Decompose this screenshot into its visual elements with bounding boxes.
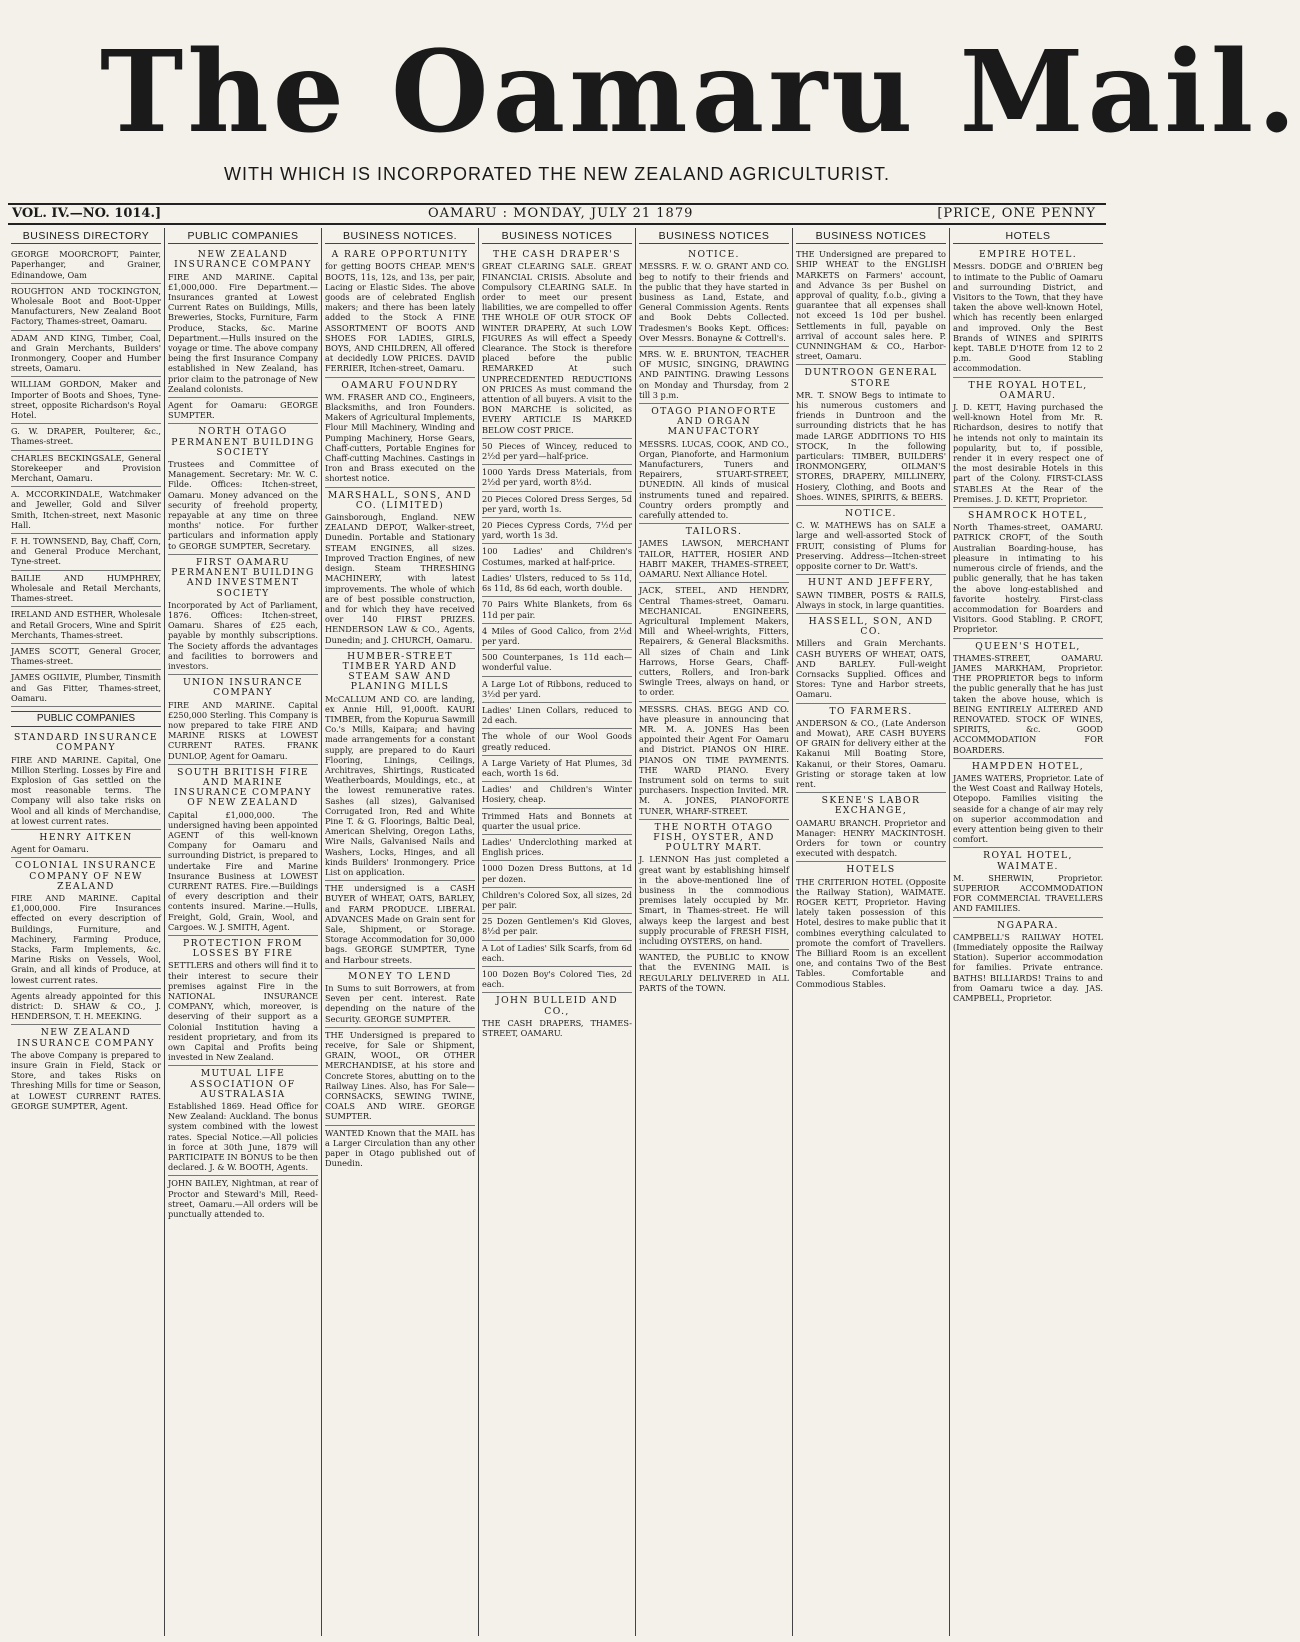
ad-title: EMPIRE HOTEL. [978, 249, 1078, 261]
advertisement [325, 488, 475, 649]
ad-body: In Sums to suit Borrowers, at from Seven per cent. interest. Rate depending on the nature of the Security. GEORGE SUMPTER. [325, 983, 475, 1024]
newspaper-subtitle: WITH WHICH IS INCORPORATED THE NEW ZEALAND AGRICULTURIST. [223, 164, 891, 184]
ad-body: MRS. W. E. BRUNTON, TEACHER OF MUSIC, SINGING, DRAWING AND PAINTING. Drawing Lessons on Monday and Thursday, from 2 till 3 p.m. [639, 349, 789, 400]
ad-body: JACK, STEEL, AND HENDRY, Central Thames-street, Oamaru. MECHANICAL ENGINEERS, Agricultural Implement Makers, Mill and Wheel-wrights, Fitters, Repairers, & General Blacksmiths. All sizes of Chain and Link Harrows, Horse Gears, Chaff-cutters, Rollers, and Iron-bark Swingle Trees, always on hand, or to order. [639, 585, 789, 698]
advertisement [482, 941, 632, 967]
ad-body: 100 Ladies' and Children's Costumes, marked at half-price. [482, 546, 632, 567]
advertisement [639, 583, 789, 701]
advertisement [953, 848, 1103, 917]
advertisement [168, 936, 318, 1066]
advertisement [482, 247, 632, 439]
ad-body: Trimmed Hats and Bonnets at quarter the usual price. [482, 810, 632, 831]
ad-body: FIRE AND MARINE. Capital, One Million Sterling. Losses by Fire and Explosion of Gas settled on the most reasonable terms. The Company will also take risks on Wool and all kinds of Merchandise, at lowest current rates. [11, 754, 161, 826]
advertisement [168, 247, 318, 398]
ad-body: JOHN BAILEY, Nightman, at rear of Proctor and Steward's Mill, Reed-street, Oamaru.—All orders will be punctually attended to. [168, 1178, 318, 1220]
ad-body: 100 Dozen Boy's Colored Ties, 2d each. [482, 968, 632, 990]
ad-title: NORTH OTAGO PERMANENT BUILDING SOCIETY [171, 426, 315, 458]
ad-body: JAMES OGILVIE, Plumber, Tinsmith and Gas Fitter, Thames-street, Oamaru. [11, 672, 161, 703]
column-heading: BUSINESS NOTICES [482, 228, 632, 244]
advertisement [482, 914, 632, 940]
masthead [0, 0, 1300, 165]
column-heading: BUSINESS NOTICES [796, 228, 946, 244]
advertisement [796, 365, 946, 506]
advertisement [953, 918, 1103, 1007]
advertisement [639, 347, 789, 404]
ad-body: MESSRS. CHAS. BEGG AND CO. have pleasure in announcing that MR. M. A. JONES Has been appointed their Agent For Oamaru and District. PIANOS ON HIRE. PIANOS ON TIME PAYMENTS. THE WARD PIANO. Every Instrument sold on terms to suit purchasers. Inspection Invited. MR. M. A. JONES, PIANOFORTE TUNER, WHARF-STREET. [639, 703, 789, 816]
ad-title: DUNTROON GENERAL STORE [804, 367, 938, 389]
column-heading: BUSINESS NOTICES. [325, 228, 475, 244]
ad-body: J. D. KETT, Having purchased the well-known Hotel from Mr. R. Richardson, desires to notify that he intends not only to maintain its popularity, but to, if possible, render it in every respect one of the most desirable Hotels in this part of the Colony. FIRST-CLASS STABLES At the Rear of the Premises. J. D. KETT, Proprietor. [953, 402, 1103, 504]
ad-body: ROUGHTON AND TOCKINGTON, Wholesale Boot and Boot-Upper Manufacturers, New Zealand Boot Factory, Thames-street, Oamaru. [11, 285, 161, 327]
ad-body: THE undersigned is a CASH BUYER of WHEAT, OATS, BARLEY, and FARM PRODUCE. LIBERAL ADVANCES Made on Grain sent for Sale, Shipment, or Storage. Storage Accommodation for 30,000 bags. GEORGE SUMPTER, Tyne and Harbour streets. [325, 883, 475, 965]
ad-title: TAILORS. [685, 526, 743, 538]
advertisement [11, 730, 161, 830]
ad-body: JAMES WATERS, Proprietor. Late of the West Coast and Railway Hotels, Otepopo. Families visiting the seaside for a change of air may rely on superior accommodation and every attention being given to their comfort. [953, 772, 1103, 845]
advertisement [11, 247, 161, 284]
advertisement [796, 793, 946, 862]
ad-body: McCALLUM AND CO. are landing, ex Annie Hill, 91,000ft. KAURI TIMBER, from the Kopurua Sawmill Co.'s Mills, Kaipara; and having made arrangements for a constant supply, are prepared to do Kauri Flooring, Linings, Ceilings, Architraves, Shirtings, Rusticated Weatherboards, Mouldings, etc., at the lowest remunerative rates. Sashes (all sizes), Galvanised Corrugated Iron, Red and White Pine T. & G. Floorings, Baltic Deal, American Shelving, Oregon Laths, Wire Nails, Galvanised Nails and Washers, Locks, Hinges, and all kinds Builders' Ironmongery. Price List on application. [325, 693, 475, 877]
advertisement [482, 597, 632, 623]
advertisement [11, 451, 161, 488]
ad-body: Established 1869. Head Office for New Zealand: Auckland. The bonus system combined with the lowest rates. Special Notice.—All policies in force at 30th June, 1879 will PARTICIPATE IN BONUS to be then declared. J. & W. BOOTH, Agents. [168, 1101, 318, 1173]
ad-title: NGAPARA. [997, 919, 1059, 931]
ad-title: NEW ZEALAND INSURANCE COMPANY [174, 249, 312, 271]
ad-title: OTAGO PIANOFORTE AND ORGAN MANUFACTORY [651, 406, 777, 438]
ad-body: Gainsborough, England. NEW ZEALAND DEPOT, Walker-street, Dunedin. Portable and Stationary STEAM ENGINES, all sizes. Improved Traction Engines, of new design. Steam THRESHING MACHINERY, with latest improvements. The whole of which are of best possible construction, and for which they have received over 140 FIRST PRIZES. HENDERSON LAW & CO., Agents, Dunedin; and J. CHURCH, Oamaru. [325, 512, 475, 645]
advertisement [482, 782, 632, 808]
advertisement [168, 555, 318, 675]
ad-title: COLONIAL INSURANCE COMPANY OF NEW ZEALAND [15, 860, 157, 892]
advertisement [796, 247, 946, 365]
column-2 [164, 228, 321, 1636]
ad-body: 4 Miles of Good Calico, from 2½d per yard. [482, 625, 632, 646]
ad-body: Children's Colored Sox, all sizes, 2d per pair. [482, 889, 632, 910]
ad-title: HUNT AND JEFFERY, [808, 577, 934, 589]
advertisement [11, 377, 161, 424]
advertisement [11, 989, 161, 1026]
ad-title: A RARE OPPORTUNITY [331, 249, 469, 261]
ad-body: BAILIE AND HUMPHREY, Wholesale and Retail Merchants, Thames-street. [11, 572, 161, 604]
advertisement [953, 378, 1103, 508]
advertisement [639, 524, 789, 583]
ad-body: WANTED, the PUBLIC to KNOW that the EVENING MAIL is REGULARLY DELIVERED in ALL PARTS of the TOWN. [639, 952, 789, 993]
advertisement [482, 888, 632, 914]
ad-body: Capital £1,000,000. The undersigned having been appointed AGENT of this well-known Company for Oamaru and surrounding District, is prepared to undertake Fire and Marine Insurance Business at LOWEST CURRENT RATES. Fire.—Buildings of every description and their contents insured. Marine.—Hulls, Freight, Gold, Grain, Wool, and Cargoes. W. J. SMITH, Agent. [168, 809, 318, 932]
ad-title: MUTUAL LIFE ASSOCIATION OF AUSTRALASIA [190, 1068, 296, 1100]
ad-title: HAMPDEN HOTEL, [971, 760, 1085, 772]
ad-body: THE CRITERION HOTEL (Opposite the Railway Station), WAIMATE. ROGER KETT, Proprietor. Having lately taken possession of this Hotel, desires to make public that it combines everything calculated to promote the comfort of Travellers. The Billiard Room is an excellent one, and contains Two of the Best Tables. Comfortable and Commodious Stables. [796, 876, 946, 989]
column-heading: BUSINESS NOTICES [639, 228, 789, 244]
ad-title: THE ROYAL HOTEL, OAMARU. [968, 379, 1088, 401]
ad-body: FIRE AND MARINE. Capital £1,000,000. Fire Department.—Insurances granted at Lowest Current Rates on Buildings, Mills, Breweries, Stocks, Furniture, Farm Produce, Stacks, &c. Marine Department.—Hulls insured on the voyage or time. The above company being the first Insurance Company established in New Zealand, has prior claim to the patronage of New Zealand colonists. [168, 271, 318, 394]
ad-title: THE CASH DRAPER'S [492, 249, 621, 261]
ad-title: QUEEN'S HOTEL, [975, 640, 1081, 652]
advertisement [482, 518, 632, 544]
advertisement [325, 969, 475, 1028]
advertisement [482, 756, 632, 782]
ad-title: HUMBER-STREET TIMBER YARD AND STEAM SAW AND PLANING MILLS [342, 650, 458, 693]
advertisement [482, 835, 632, 861]
advertisement [325, 1028, 475, 1126]
advertisement [11, 1025, 161, 1114]
ad-body: Ladies' Linen Collars, reduced to 2d each. [482, 704, 632, 726]
advertisement [953, 508, 1103, 638]
advertisement [325, 649, 475, 881]
advertisement [11, 331, 161, 378]
advertisement [953, 759, 1103, 849]
ad-body: G. W. DRAPER, Poulterer, &c., Thames-street. [11, 426, 161, 447]
ad-body: FIRE AND MARINE. Capital £250,000 Sterling. This Company is now prepared to take FIRE AND MARINE RISKS at LOWEST CURRENT RATES. FRANK DUNLOP, Agent for Oamaru. [168, 699, 318, 761]
advertisement [953, 247, 1103, 377]
advertisement [639, 247, 789, 347]
ad-body: A. MCCORKINDALE, Watchmaker and Jeweller, Gold and Silver Smith, Itchen-street, next Masonic Hall. [11, 489, 161, 530]
ad-body: Millers and Grain Merchants. CASH BUYERS OF WHEAT, OATS, AND BARLEY. Full-weight Cornsacks Supplied. Offices and Stores: Tyne and Harbor streets, Oamaru. [796, 638, 946, 700]
column-4 [478, 228, 635, 1636]
advertisement [11, 644, 161, 670]
ad-body: 25 Dozen Gentlemen's Kid Gloves, 8½d per pair. [482, 916, 632, 937]
advertisement [482, 624, 632, 650]
ad-title: MARSHALL, SONS, AND CO. (LIMITED) [327, 489, 473, 511]
advertisement [482, 703, 632, 729]
advertisement [168, 398, 318, 424]
ad-title: NOTICE. [688, 249, 740, 261]
ad-body: 50 Pieces of Wincey, reduced to 2½d per yard—half-price. [482, 440, 632, 462]
ad-body: 20 Pieces Cypress Cords, 7½d per yard, worth 1s 3d. [482, 520, 632, 541]
advertisement [796, 614, 946, 704]
ad-title: UNION INSURANCE COMPANY [183, 677, 303, 699]
ad-body: OAMARU BRANCH. Proprietor and Manager: HENRY MACKINTOSH. Orders for town or country executed with despatch. [796, 817, 946, 859]
ad-body: A Large Lot of Ribbons, reduced to 3½d per yard. [482, 678, 632, 699]
ad-body: CHARLES BECKINGSALE, General Storekeeper and Provision Merchant, Oamaru. [11, 452, 161, 484]
ad-body: J. LENNON Has just completed a great want by establishing himself in the above-mentioned line of business in the commodious premises lately occupied by Mr. Smart, in Thames-street. He will always keep the largest and best supply procurable of FRESH FISH, including OYSTERS, on hand. [639, 854, 789, 946]
ad-body: MESSRS. LUCAS, COOK, AND CO., Organ, Pianoforte, and Harmonium Manufacturers, Tuners and Repairers, STUART-STREET, DUNEDIN. All kinds of musical instruments tuned and repaired. Country orders promptly and carefully attended to. [639, 438, 789, 521]
ad-body: ADAM AND KING, Timber, Coal, and Grain Merchants, Builders' Ironmongery, Cooper and Humber streets, Oamaru. [11, 332, 161, 374]
ad-body: Agents already appointed for this district: D. SHAW & CO., J. HENDERSON, T. H. MEEKING. [11, 990, 161, 1022]
ad-body: IRELAND AND ESTHER, Wholesale and Retail Grocers, Wine and Spirit Merchants, Thames-street. [11, 609, 161, 640]
advertisement [639, 950, 789, 996]
advertisement [953, 639, 1103, 759]
ad-title: FIRST OAMARU PERMANENT BUILDING AND INVESTMENT SOCIETY [171, 556, 315, 599]
ad-title: THE NORTH OTAGO FISH, OYSTER, AND POULTRY MART. [653, 821, 775, 854]
ad-body: SAWN TIMBER, POSTS & RAILS, Always in stock, in large quantities. [796, 589, 946, 610]
ad-body: C. W. MATHEWS has on SALE a large and well-assorted Stock of FRUIT, consisting of Plums for Preserving. Address—Itchen-street opposite corner to Dr. Watt's. [796, 520, 946, 572]
advertisement [168, 675, 318, 765]
issue-price: [PRICE, ONE PENNY [937, 206, 1096, 221]
ad-body: ANDERSON & CO., (Late Anderson and Mowat), ARE CASH BUYERS OF GRAIN for delivery either at the Kakanui Mill Boating Store, Kakanui, or their Stores, Oamaru. Gristing or storage taken at low rent. [796, 717, 946, 789]
ad-title: SKENE'S LABOR EXCHANGE, [821, 795, 921, 817]
ad-title: SOUTH BRITISH FIRE AND MARINE INSURANCE COMPANY OF NEW ZEALAND [174, 766, 312, 809]
ad-body: Trustees and Committee of Management. Secretary: Mr. W. C. Filde. Offices: Itchen-street, Oamaru. Money advanced on the security of freehold property, repayable at any time on three months' notice. For further particulars and information apply to GEORGE SUMPTER, Secretary. [168, 459, 318, 551]
ad-body: M. SHERWIN, Proprietor. SUPERIOR ACCOMMODATION FOR COMMERCIAL TRAVELLERS AND FAMILIES. [953, 872, 1103, 914]
ad-body: GREAT CLEARING SALE. GREAT FINANCIAL CRISIS. Absolute and Compulsory CLEARING SALE. In order to meet our present liabilities, we are compelled to offer THE WHOLE OF OUR STOCK OF WINTER DRAPERY, At such LOW FIGURES As will effect a Speedy Clearance. The Stock is therefore placed before the public REMARKED At such UNPRECEDENTED REDUCTIONS ON PRICES As must command the attention of all buyers. A visit to the BON MARCHE is solicited, as EVERY ARTICLE IS MARKED BELOW COST PRICE. [482, 261, 632, 435]
column-7 [949, 228, 1106, 1636]
ad-body: THAMES-STREET, OAMARU. JAMES MARKHAM, Proprietor. THE PROPRIETOR begs to inform the public generally that he has just taken the above house, which is BEING ENTIRELY ALTERED AND RENOVATED. STOCK OF WINES, SPIRITS, &c. GOOD ACCOMMODATION FOR BOARDERS. [953, 652, 1103, 755]
volume-number: VOL. IV.—NO. 1014.] [12, 206, 162, 221]
dateline [8, 203, 1106, 225]
ad-body: 1000 Dozen Dress Buttons, at 1d per dozen. [482, 863, 632, 884]
ad-body: JAMES LAWSON, MERCHANT TAILOR, HATTER, HOSIER AND HABIT MAKER, THAMES-STREET, OAMARU. Next Alliance Hotel. [639, 538, 789, 580]
advertisement [325, 1126, 475, 1172]
advertisement [482, 650, 632, 676]
ad-title: HENRY AITKEN [39, 831, 133, 843]
ad-body: Ladies' Ulsters, reduced to 5s 11d, 6s 11d, 8s 6d each, worth double. [482, 572, 632, 594]
column-subheading: PUBLIC COMPANIES [11, 711, 161, 727]
ad-body: 70 Pairs White Blankets, from 6s 11d per pair. [482, 599, 632, 620]
advertisement [482, 465, 632, 491]
advertisement [11, 830, 161, 858]
advertisement [482, 544, 632, 570]
ad-body: Agent for Oamaru: GEORGE SUMPTER. [168, 400, 318, 421]
advertisement [168, 1176, 318, 1222]
ad-title: OAMARU FOUNDRY [341, 379, 459, 391]
advertisement [482, 993, 632, 1041]
ad-body: THE Undersigned is prepared to receive, for Sale or Shipment, GRAIN, WOOL, OR OTHER MERCHANDISE, at his store and Concrete Stores, abutting on to the Railway Lines. Also, has For Sale—CORNSACKS, SEWING TWINE, COALS AND WIRE. GEORGE SUMPTER. [325, 1029, 475, 1122]
advertisement [796, 506, 946, 575]
advertisement [482, 967, 632, 993]
ad-body: Messrs. DODGE and O'BRIEN beg to intimate to the Public of Oamaru and surrounding District, and Visitors to the Town, that they have taken the above well-known Hotel, which has recently been enlarged and improved. Only the Best Brands of WINES and SPIRITS kept. TABLE D'HOTE from 12 to 2 p.m. Good Stabling accommodation. [953, 261, 1103, 374]
advertisement [11, 424, 161, 450]
ad-title: MONEY TO LEND [348, 970, 452, 982]
advertisement [11, 670, 161, 707]
ad-body: A Large Variety of Hat Plumes, 3d each, worth 1s 6d. [482, 757, 632, 778]
ad-body: Ladies' and Children's Winter Hosiery, cheap. [482, 784, 632, 805]
ad-title: SHAMROCK HOTEL, [967, 510, 1088, 522]
ad-body: 500 Counterpanes, 1s 11d each—wonderful value. [482, 652, 632, 673]
advertisement [482, 492, 632, 518]
ad-body: The whole of our Wool Goods greatly reduced. [482, 731, 632, 752]
ad-body: 1000 Yards Dress Materials, from 2½d per yard, worth 8½d. [482, 467, 632, 488]
ad-body: North Thames-street, OAMARU. PATRICK CROFT, of the South Australian Boarding-house, has pleasure in intimating to his numerous circle of friends, and the public generally, that he has taken the above long-established and favorite hostelry. First-class accommodation for Boarders and Visitors. Good Stabling. P. CROFT, Proprietor. [953, 522, 1103, 635]
issue-date: OAMARU : MONDAY, JULY 21 1879 [428, 206, 694, 221]
advertisement [796, 575, 946, 614]
ad-title: JOHN BULLEID AND CO., [496, 995, 618, 1017]
ad-title: TO FARMERS. [829, 705, 913, 717]
column-5 [635, 228, 792, 1636]
advertisement [482, 439, 632, 465]
advertisement [325, 247, 475, 377]
advertisement [11, 571, 161, 608]
advertisement [325, 881, 475, 969]
masthead-subtitle-wrap [0, 164, 1114, 185]
ad-body: for getting BOOTS CHEAP. MEN'S BOOTS, 11s, 12s, and 13s, per pair, Lacing or Elastic Sides. The above goods are of celebrated English makers; and there has been lately added to the Stock A FINE ASSORTMENT OF BOOTS AND SHOES FOR LADIES, GIRLS, BOYS, AND CHILDREN, All offered at decidedly LOW PRICES. DAVID FERRIER, Itchen-street, Oamaru. [325, 261, 475, 374]
advertisement [11, 487, 161, 534]
advertisement [11, 607, 161, 644]
advertisement [639, 404, 789, 524]
ad-body: THE Undersigned are prepared to SHIP WHEAT to the ENGLISH MARKETS on Farmers' account, and Advance 3s per Bushel on approval of quality, f.o.b., giving a guarantee that all expenses shall not exceed 1s 10d per bushel. Settlements in full, payable on arrival of account sales here. P. CUNNINGHAM & CO., Harbor-street, Oamaru. [796, 249, 946, 362]
advertisement [796, 704, 946, 794]
advertisement [482, 809, 632, 835]
ad-title: HASSELL, SON, AND CO. [808, 615, 934, 638]
ad-body: FIRE AND MARINE. Capital £1,000,000. Fire Insurances effected on every description of Buildings, Furniture, and Machinery, Farming Produce, Stacks, Farm Implements, &c. Marine Risks on Vessels, Wool, Grain, and all kinds of Produce, at lowest current rates. [11, 892, 161, 985]
ad-body: A Lot of Ladies' Silk Scarfs, from 6d each. [482, 942, 632, 963]
ad-title: NOTICE. [845, 508, 897, 520]
advertisement [639, 820, 789, 950]
column-heading: PUBLIC COMPANIES [168, 228, 318, 244]
column-1 [8, 228, 164, 1636]
ad-body: JAMES SCOTT, General Grocer, Thames-street. [11, 645, 161, 667]
ad-body: WILLIAM GORDON, Maker and Importer of Boots and Shoes, Tyne-street, opposite Richardson's Royal Hotel. [11, 379, 161, 421]
advertisement [325, 378, 475, 488]
ad-body: WM. FRASER AND CO., Engineers, Blacksmiths, and Iron Founders. Makers of Agricultural Implements, Flour Mill Machinery, Winding and Pumping Machinery, Horse Gears, Chaff-cutters, Portable Engines for Chaff-cutting Machines. Castings in Iron and Brass executed on the shortest notice. [325, 391, 475, 484]
ad-body: MESSRS. F. W. O. GRANT AND CO. beg to notify to their friends and the public that they have started in business as Land, Estate, and General Commission Agents. Rents and Book Debts Collected. Tradesmen's Books Kept. Offices: Over Messrs. Bonayne & Cottrell's. [639, 261, 789, 343]
advertisement [168, 1066, 318, 1176]
advertisement [482, 861, 632, 887]
advertisement [482, 677, 632, 703]
ad-title: HOTELS [846, 864, 896, 876]
ad-body: SETTLERS and others will find it to their interest to secure their premises against Fire in the NATIONAL INSURANCE COMPANY, which, moreover, is deserving of their support as a Colonial Institution having a resident proprietary, and from its own Capital and Profits being invested in New Zealand. [168, 960, 318, 1063]
column-6 [792, 228, 949, 1636]
advertisement [11, 858, 161, 988]
ad-body: Incorporated by Act of Parliament, 1876. Offices: Itchen-street, Oamaru. Shares of £25 each, payable by monthly subscriptions. The Society affords the advantages and facilities to borrowers and investors. [168, 599, 318, 671]
advertisement [796, 862, 946, 991]
column-3 [321, 228, 478, 1636]
advertisement [482, 729, 632, 755]
column-heading: HOTELS [953, 228, 1103, 244]
ad-title: ROYAL HOTEL, WAIMATE. [983, 850, 1073, 872]
ad-title: PROTECTION FROM LOSSES BY FIRE [183, 938, 303, 960]
advertisement [482, 571, 632, 597]
ad-body: F. H. TOWNSEND, Bay, Chaff, Corn, and General Produce Merchant, Tyne-street. [11, 536, 161, 567]
ad-body: The above Company is prepared to insure Grain in Field, Stack or Store, and takes Risks on Threshing Mills for time or Season, at LOWEST CURRENT RATES. GEORGE SUMPTER, Agent. [11, 1049, 161, 1111]
advertisement [11, 284, 161, 331]
ad-body: WANTED Known that the MAIL has a Larger Circulation than any other paper in Otago published out of Dunedin. [325, 1127, 475, 1169]
ad-title: STANDARD INSURANCE COMPANY [13, 732, 159, 754]
advertisement [11, 534, 161, 571]
ad-body: THE CASH DRAPERS, THAMES-STREET, OAMARU. [482, 1017, 632, 1038]
ad-body: MR. T. SNOW Begs to intimate to his numerous customers and friends in Duntroon and the surrounding districts that he has made LARGE ADDITIONS TO HIS STOCK, In the following particulars: TIMBER, BUILDERS' IRONMONGERY, OILMAN'S STORES, DRAPERY, MILLINERY, Hosiery, Clothing, and Boots and Shoes. WINES, SPIRITS, & BEERS. [796, 389, 946, 502]
newspaper-title: The Oamaru Mail. [100, 27, 1300, 158]
columns-container [8, 228, 1106, 1636]
ad-body: CAMPBELL'S RAILWAY HOTEL (Immediately opposite the Railway Station). Superior accommodation for families. Private entrance. BATHS! BILLIARDS! Trains to and from Oamaru twice a day. JAS. CAMPBELL, Proprietor. [953, 931, 1103, 1004]
ad-body: Agent for Oamaru. [11, 844, 89, 855]
ad-body: 20 Pieces Colored Dress Serges, 5d per yard, worth 1s. [482, 493, 632, 514]
advertisement [168, 765, 318, 936]
ad-body: GEORGE MOORCROFT, Painter, Paperhanger, and Grainer, Edinandowe, Oam [11, 249, 161, 280]
ad-title: NEW ZEALAND INSURANCE COMPANY [17, 1027, 155, 1049]
ad-body: Ladies' Underclothing marked at English prices. [482, 836, 632, 858]
column-heading: BUSINESS DIRECTORY [11, 228, 161, 244]
advertisement [168, 424, 318, 554]
advertisement [639, 702, 789, 820]
